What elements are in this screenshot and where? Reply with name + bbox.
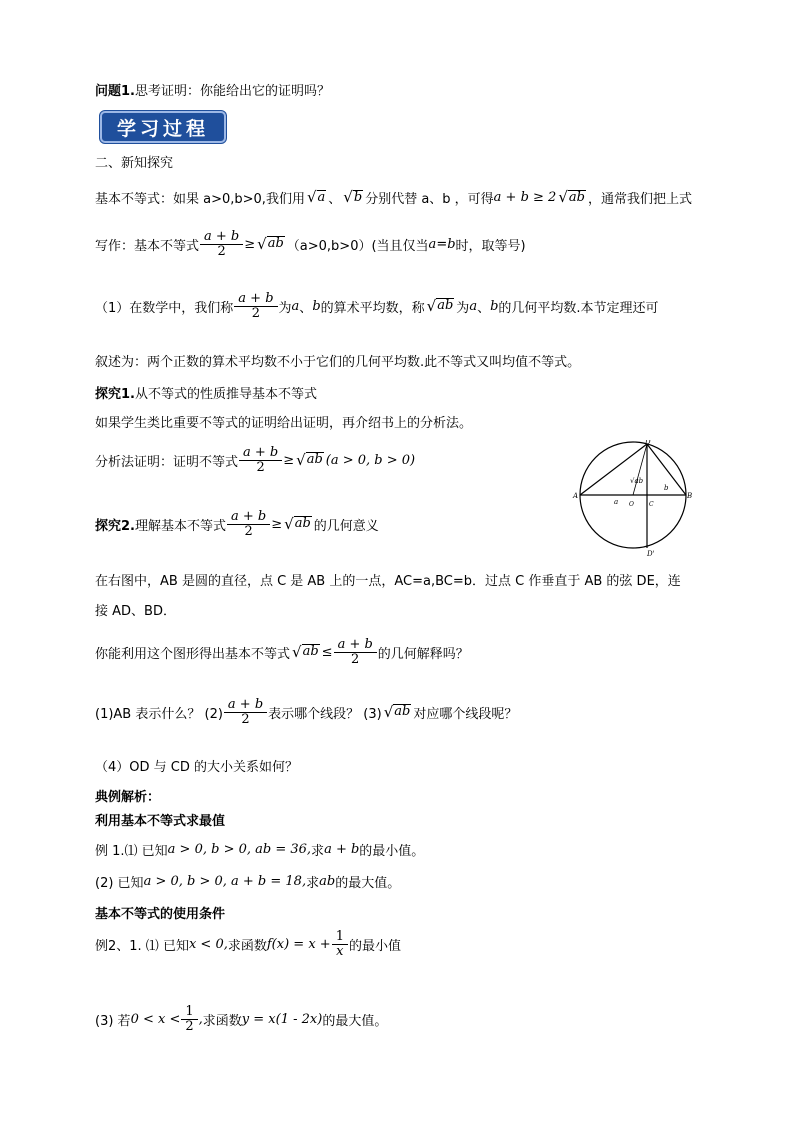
label-d-point: D (645, 440, 651, 446)
question-1 (95, 80, 330, 99)
usage-conditions-heading: 基本不等式的使用条件 (95, 907, 226, 922)
question-1-text: 思考证明：你能给出它的证明吗？ (134, 84, 330, 99)
label-b-point: B (687, 492, 693, 500)
example-1-2: (2) 已知 a > 0, b > 0, a + b = 18, 求 ab 的最大值。 (95, 874, 401, 891)
sqrt-ab: √ ab (383, 703, 411, 722)
example-2-1: 例2、1. ⑴ 已知 x < 0, 求函数 f(x) = x + $\frac{1}{x}$ 的最小值 (95, 929, 401, 959)
fraction-a-plus-b-over-2: $\frac{a + b}{2}$ (202, 230, 241, 258)
segment-od (633, 444, 647, 495)
sqrt-b: √ b (343, 188, 363, 207)
figure-description-1: 在右图中，AB 是圆的直径，点 C 是 AB 上的一点，AC=a,BC=b．过点 C 作垂直于 AB 的弦 DE，连 (95, 574, 681, 589)
example-2-3: (3) 若 0 < x < $\frac{1}{2}$ , 求函数 y = x(1 - 2x) 的最大值。 (95, 1004, 388, 1034)
section-2-heading: 二、新知探究 (95, 156, 174, 171)
sqrt-ab: √ ab (296, 451, 323, 470)
analysis-method-note: 如果学生类比重要不等式的证明给出证明，再介绍书上的分析法。 (95, 416, 473, 431)
fraction-a-plus-b-over-2: $\frac{a + b}{2}$ (229, 510, 268, 538)
label-c-point: C (649, 501, 654, 508)
label-o-point: O (629, 501, 634, 508)
label-segment-a: a (614, 498, 619, 506)
figure-description-2: 接 AD、BD． (95, 604, 176, 619)
fraction-a-plus-b-over-2: $\frac{a + b}{2}$ (226, 698, 265, 726)
geometric-interpretation-question: 你能利用这个图形得出基本不等式 √ ab ≤ $\frac{a + b}{2}$ 的几何解释吗？ (95, 637, 469, 667)
sqrt-ab: √ ab (558, 188, 585, 207)
analysis-proof-statement: 分析法证明：证明不等式 $\frac{a + b}{2}$ ≥ √ ab (a > 0, b > 0) (95, 445, 416, 475)
label-e-point: D' (647, 550, 655, 558)
basic-inequality-statement: 写作：基本不等式 $\frac{a + b}{2}$ ≥ √ ab （a>0,b>0）(当且仅当 a = b 时，取等号) (95, 229, 526, 259)
sub-question-4: （4）OD 与 CD 的大小关系如何？ (95, 760, 298, 775)
exploration-2: 探究2. 理解基本不等式 $\frac{a + b}{2}$ ≥ √ ab 的几何意义 (95, 509, 379, 539)
example-1-1: 例 1.⑴ 已知 a > 0, b > 0, ab = 36, 求 a + b 的最小值。 (95, 842, 425, 859)
basic-inequality-intro: 基本不等式：如果 a>0,b>0,我们用 √ a 、 √ b 分别代替 a、b ，可得 a + b ≥ 2 √ ab ，通常我们把上式 (95, 188, 692, 207)
sqrt-ab: √ ab (257, 235, 284, 254)
fraction-a-plus-b-over-2: $\frac{a + b}{2}$ (336, 638, 375, 666)
exploration-1: 探究1. 从不等式的性质推导基本不等式 (95, 387, 317, 402)
sqrt-a: √ a (306, 188, 326, 207)
sqrt-ab: √ ab (284, 515, 311, 534)
circle-geometry-figure (572, 440, 698, 560)
label-a-point: A (573, 492, 579, 500)
sqrt-ab: √ ab (426, 297, 454, 316)
segment-ad (580, 444, 647, 495)
arithmetic-geometric-mean-definition: （1）在数学中，我们称 $\frac{a + b}{2}$ 为 a 、 b 的算术平均数，称 √ ab 为 a 、 b 的几何平均数.本节定理还可 (95, 291, 659, 321)
learning-process-badge: 学习过程 (100, 111, 226, 143)
fraction-1-over-2: $\frac{1}{2}$ (183, 1005, 195, 1033)
question-1-label: 问题1. (95, 84, 135, 99)
min-max-heading: 利用基本不等式求最值 (95, 814, 226, 829)
fraction-a-plus-b-over-2: $\frac{a + b}{2}$ (241, 446, 280, 474)
sqrt-ab: √ ab (292, 643, 319, 662)
label-segment-b: b (664, 484, 669, 492)
mean-inequality-note: 叙述为：两个正数的算术平均数不小于它们的几何平均数.此不等式又叫均值不等式。 (95, 355, 581, 370)
sub-questions: (1)AB 表示什么？ (2) $\frac{a + b}{2}$ 表示哪个线段？ (3) √ ab 对应哪个线段呢？ (95, 697, 518, 727)
examples-heading: 典例解析： (95, 790, 161, 805)
label-sqrt-ab: √ab (630, 477, 644, 485)
fraction-a-plus-b-over-2: $\frac{a + b}{2}$ (236, 292, 275, 320)
fraction-1-over-x: $\frac{1}{x}$ (334, 930, 346, 958)
